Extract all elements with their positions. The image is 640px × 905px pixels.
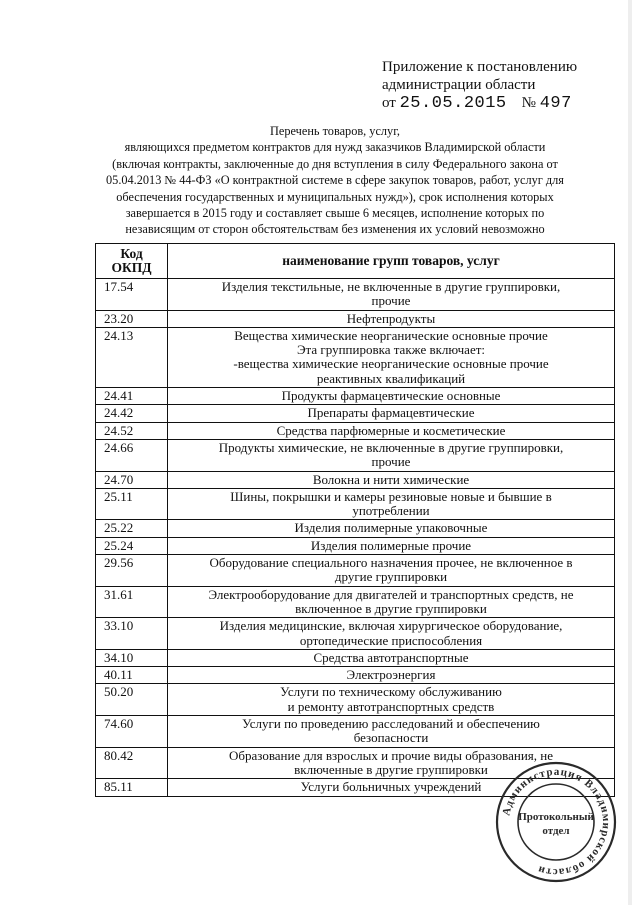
group-name [168,422,615,439]
table-row [96,747,615,779]
table-row [96,649,615,666]
group-name-line: и ремонту автотранспортных средств [287,698,495,714]
heading-line: обеспечения государственных и муниципальных нужд»), срок исполнения которых [116,189,554,204]
stamp-ring-text: Администрация Владимирской области [500,765,613,879]
table-row [96,422,615,439]
group-name [168,779,615,796]
group-name [168,537,615,554]
okpd-code: 74.60 [96,716,168,748]
group-name-line: Оборудование специального назначения прочее, не включенное в [209,555,573,571]
okpd-code: 23.20 [96,310,168,327]
group-name-line: включенные в другие группировки [294,761,488,777]
heading-line: завершается в 2015 году и составляет свыше 6 месяцев, исполнение которых по [125,206,545,221]
group-name [168,716,615,748]
group-name [168,471,615,488]
group-name-line: безопасности [353,730,429,746]
group-name-line: Услуги по техническому обслуживанию [280,684,502,700]
group-name-line: Изделия полимерные упаковочные [294,520,488,536]
table-row [96,684,615,716]
header-name: наименование групп товаров, услуг [168,244,615,279]
table-row [96,537,615,554]
group-name-line: Изделия текстильные, не включенные в другие группировки, [221,279,561,294]
group-name-line: Образование для взрослых и прочие виды образования, не [228,747,553,763]
okpd-code: 24.66 [96,439,168,471]
okpd-code: 29.56 [96,555,168,587]
okpd-code: 40.11 [96,667,168,684]
group-name [168,405,615,422]
group-name [168,488,615,520]
from-label: от [382,95,396,111]
okpd-code: 24.13 [96,327,168,387]
group-name-line: прочие [371,293,411,309]
table-row [96,667,615,684]
okpd-code: 24.70 [96,471,168,488]
table-row [96,488,615,520]
group-name-line: Электрооборудование для двигателей и транспортных средств, не [208,586,574,602]
group-name-line: Электроэнергия [346,667,436,683]
table-body [96,279,615,797]
okpd-code: 24.42 [96,405,168,422]
group-name-line: включенное в другие группировки [295,600,487,616]
table-row [96,310,615,327]
okpd-code: 17.54 [96,279,168,311]
table-row [96,327,615,387]
annex-header [382,58,577,113]
group-name [168,649,615,666]
scan-artifact [628,0,632,905]
group-name-line: Услуги по проведению расследований и обеспечению [242,716,540,732]
group-name-line: Волокна и нити химические [312,471,470,487]
annex-line-1: Приложение к постановлению [382,59,578,75]
group-name-line: прочие [371,454,411,470]
header-code-line: Код [120,245,143,261]
table-row [96,405,615,422]
table-row [96,471,615,488]
okpd-code: 34.10 [96,649,168,666]
group-name [168,618,615,650]
okpd-code: 24.41 [96,388,168,405]
annex-line-2: администрации области [382,77,536,93]
group-name-line: Продукты химические, не включенные в другие группировки, [218,439,564,455]
goods-services-table [95,243,615,797]
okpd-code: 24.52 [96,422,168,439]
header-code [96,244,168,279]
group-name [168,667,615,684]
group-name-line: употреблении [352,503,430,519]
number-label: № [521,95,536,111]
okpd-code: 50.20 [96,684,168,716]
okpd-code: 85.11 [96,779,168,796]
group-name [168,684,615,716]
header-code-line: ОКПД [111,260,152,275]
group-name [168,310,615,327]
group-name-line: Шины, покрышки и камеры резиновые новые и бывшие в [230,488,552,504]
okpd-code: 80.42 [96,747,168,779]
group-name-line: Средства парфюмерные и косметические [276,422,506,438]
group-name-line: Услуги больничных учреждений [300,779,482,795]
group-name-line: Средства автотранспортные [313,649,469,665]
group-name-line: Вещества химические неорганические основные прочие [234,327,548,343]
table-row [96,779,615,796]
table-row [96,586,615,618]
group-name [168,555,615,587]
group-name-line: Изделия полимерные прочие [310,537,472,553]
document-heading [95,123,575,238]
okpd-code: 25.24 [96,537,168,554]
table-row [96,279,615,311]
decree-date: 25.05.2015 [399,94,507,113]
group-name-line: ортопедические приспособления [299,632,483,648]
table-row [96,388,615,405]
group-name-line: Препараты фармацевтические [307,405,475,421]
group-name-line: Продукты фармацевтические основные [281,388,501,404]
stamp-center-line-1: Протокольный [518,811,594,823]
group-name [168,327,615,387]
okpd-code: 25.11 [96,488,168,520]
group-name [168,586,615,618]
heading-line: являющихся предметом контрактов для нужд заказчиков Владимирской области [124,140,546,155]
annex-date-line [382,94,577,113]
stamp-center-line-2: отдел [542,825,570,837]
group-name-line: реактивных квалификаций [316,370,466,386]
group-name [168,520,615,537]
decree-number: 497 [539,94,572,113]
group-name-line: Эта группировка также включает: [296,342,486,358]
group-name [168,279,615,311]
heading-line: Перечень товаров, услуг, [270,124,400,138]
okpd-code: 31.61 [96,586,168,618]
table-row [96,520,615,537]
group-name-line: -вещества химические неорганические основные прочие [233,356,549,372]
heading-line: 05.04.2013 № 44-ФЗ «О контрактной системе в сфере закупок товаров, работ, услуг для [106,173,564,188]
okpd-code: 25.22 [96,520,168,537]
table-row [96,716,615,748]
group-name [168,439,615,471]
heading-line: независящим от сторон обстоятельствам без изменения их условий невозможно [125,222,545,237]
group-name [168,388,615,405]
group-name-line: Нефтепродукты [346,310,436,326]
table-row [96,555,615,587]
group-name-line: другие группировки [334,569,448,585]
table-row [96,618,615,650]
group-name [168,747,615,779]
heading-line: (включая контракты, заключенные до дня вступления в силу Федерального закона от [112,156,558,171]
group-name-line: Изделия медицинские, включая хирургическое оборудование, [219,618,563,634]
table-header-row [96,244,615,279]
table-row [96,439,615,471]
okpd-code: 33.10 [96,618,168,650]
